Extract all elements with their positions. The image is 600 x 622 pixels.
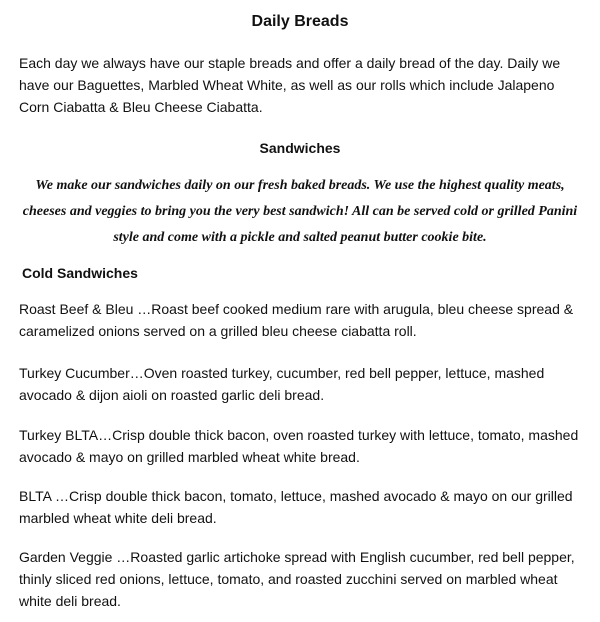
sandwich-item-garden-veggie: Garden Veggie …Roasted garlic artichoke spread with English cucumber, red bell pepper, thinly sliced red onions, lettuce, tomato, and roasted zucchini served on marbled wheat white deli bread. — [19, 549, 575, 609]
daily-breads-title: Daily Breads — [251, 13, 349, 30]
sandwiches-intro: We make our sandwiches daily on our fresh baked breads. We use the highest quality meats, cheeses and veggies to bring you the very best sandwich! All can be served cold or grilled Panini style and come with a pickle and salted peanut butter cookie bite. — [22, 178, 578, 245]
sandwiches-title: Sandwiches — [259, 140, 341, 156]
sandwich-item-turkey-blta: Turkey BLTA…Crisp double thick bacon, oven roasted turkey with lettuce, tomato, mashed avocado & mayo on grilled marbled wheat white bread. — [19, 427, 579, 465]
daily-breads-description: Each day we always have our staple breads and offer a daily bread of the day. Daily we have our Baguettes, Marbled Wheat White, as well as our rolls which include Jalapeno Corn Ciabatta & Bleu Cheese Ciabatta. — [19, 55, 561, 115]
cold-sandwiches-title: Cold Sandwiches — [22, 265, 138, 281]
sandwich-item-turkey-cucumber: Turkey Cucumber…Oven roasted turkey, cucumber, red bell pepper, lettuce, mashed avocado & dijon aioli on roasted garlic deli bread. — [19, 365, 545, 403]
sandwich-item-roast-beef-bleu: Roast Beef & Bleu …Roast beef cooked medium rare with arugula, bleu cheese spread & caramelized onions served on a grilled bleu cheese ciabatta roll. — [19, 301, 574, 339]
sandwich-item-blta: BLTA …Crisp double thick bacon, tomato, lettuce, mashed avocado & mayo on our grilled marbled wheat white deli bread. — [19, 488, 573, 526]
